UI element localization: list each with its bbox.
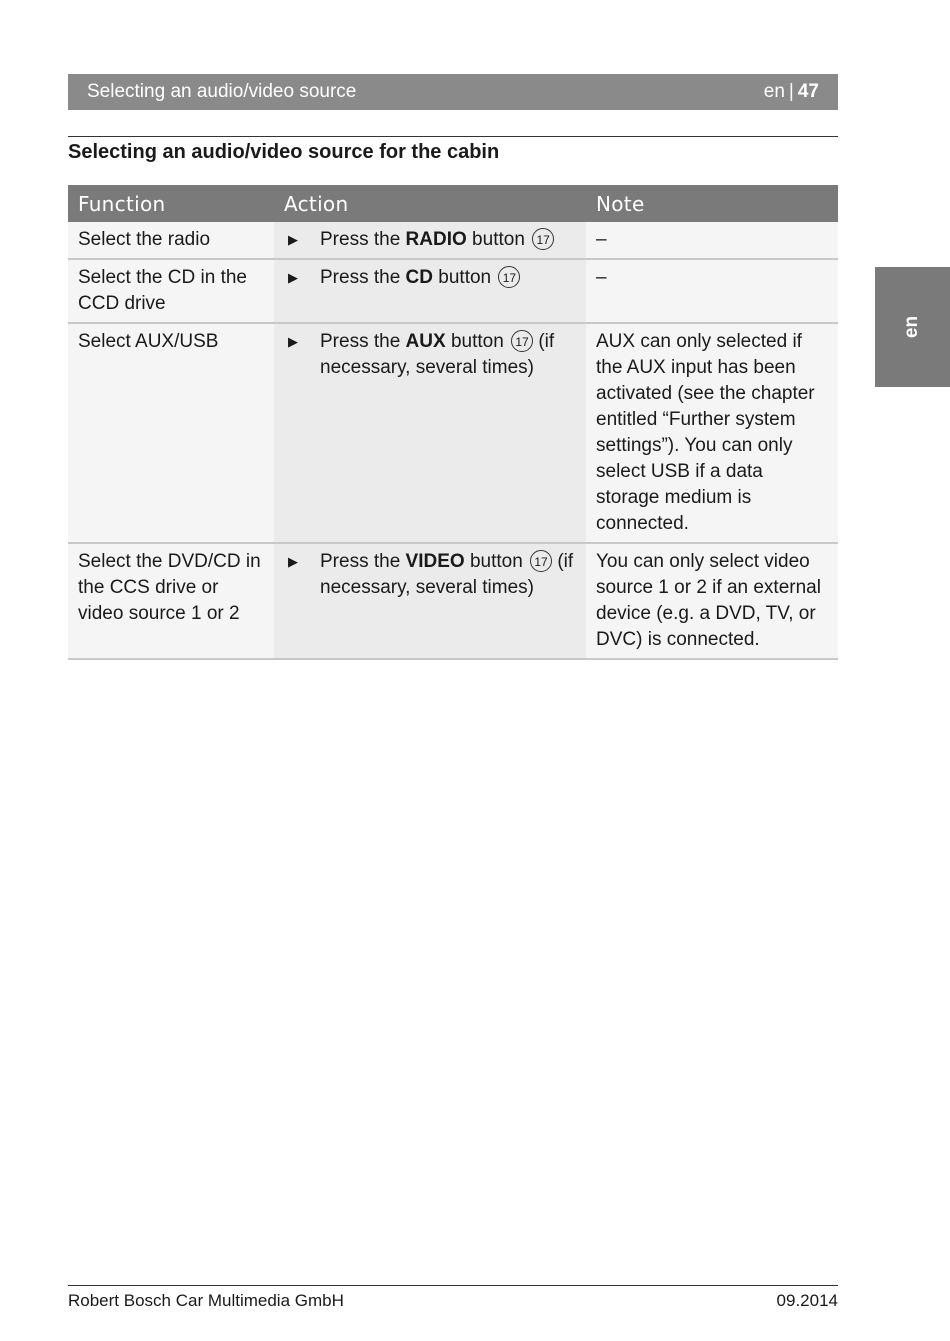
table-row xyxy=(68,543,838,659)
action-cell xyxy=(274,543,586,659)
action-prefix: Press the xyxy=(320,331,406,352)
action-suffix: button xyxy=(445,331,510,352)
function-cell: Select AUX/USB xyxy=(68,323,274,543)
reference-number-icon: 17 xyxy=(498,266,520,288)
action-text xyxy=(320,227,554,253)
note-cell: – xyxy=(586,222,838,259)
action-prefix: Press the xyxy=(320,267,406,288)
action-cell xyxy=(274,323,586,543)
function-cell: Select the CD in the CCD drive xyxy=(68,259,274,323)
bullet-triangle-icon: ▶ xyxy=(288,232,298,247)
table-row xyxy=(68,323,838,543)
action-tail: (if necessary, several times) xyxy=(320,331,555,378)
reference-number-icon: 17 xyxy=(511,330,533,352)
action-text xyxy=(320,265,520,291)
action-text xyxy=(320,329,576,381)
action-cell xyxy=(274,259,586,323)
button-name: CD xyxy=(405,267,433,288)
function-table xyxy=(68,185,838,660)
bullet-triangle-icon: ▶ xyxy=(288,554,298,569)
action-cell xyxy=(274,222,586,259)
note-cell: You can only select video source 1 or 2 if an external device (e.g. a DVD, TV, or DVC) is connected. xyxy=(586,543,838,659)
action-tail: (if necessary, several times) xyxy=(320,551,574,598)
action-suffix: button xyxy=(466,229,531,250)
header-language: en xyxy=(763,81,785,102)
footer-date: 09.2014 xyxy=(776,1291,838,1310)
button-name: RADIO xyxy=(405,229,467,250)
page-number: 47 xyxy=(797,81,819,102)
function-cell: Select the radio xyxy=(68,222,274,259)
table-row xyxy=(68,259,838,323)
bullet-triangle-icon: ▶ xyxy=(288,334,298,349)
action-text xyxy=(320,549,576,601)
section-title: Selecting an audio/video source for the cabin xyxy=(68,141,500,163)
language-tab-label: en xyxy=(901,315,923,339)
running-header-title: Selecting an audio/video source xyxy=(87,81,357,102)
reference-number-icon: 17 xyxy=(532,228,554,250)
reference-number-icon: 17 xyxy=(530,550,552,572)
language-tab xyxy=(875,267,950,387)
header-separator: | xyxy=(788,81,794,102)
footer-divider xyxy=(68,1285,838,1286)
action-prefix: Press the xyxy=(320,229,406,250)
column-header-action: Action xyxy=(274,185,586,222)
column-header-note: Note xyxy=(586,185,838,222)
page-indicator xyxy=(764,81,819,103)
note-cell: – xyxy=(586,259,838,323)
column-header-function: Function xyxy=(68,185,274,222)
bullet-triangle-icon: ▶ xyxy=(288,270,298,285)
action-suffix: button xyxy=(433,267,497,288)
action-suffix: button xyxy=(464,551,529,572)
footer-company: Robert Bosch Car Multimedia GmbH xyxy=(68,1291,344,1310)
button-name: VIDEO xyxy=(405,551,465,572)
running-header xyxy=(68,74,838,110)
function-cell: Select the DVD/CD in the CCS drive or video source 1 or 2 xyxy=(68,543,274,659)
note-cell: AUX can only selected if the AUX input has been activated (see the chapter entitled “Further system settings”). You can only select USB if a data storage medium is connected. xyxy=(586,323,838,543)
section-divider xyxy=(68,136,838,137)
table-header-row xyxy=(68,185,838,222)
table-row xyxy=(68,222,838,259)
action-prefix: Press the xyxy=(320,551,406,572)
button-name: AUX xyxy=(405,331,446,352)
